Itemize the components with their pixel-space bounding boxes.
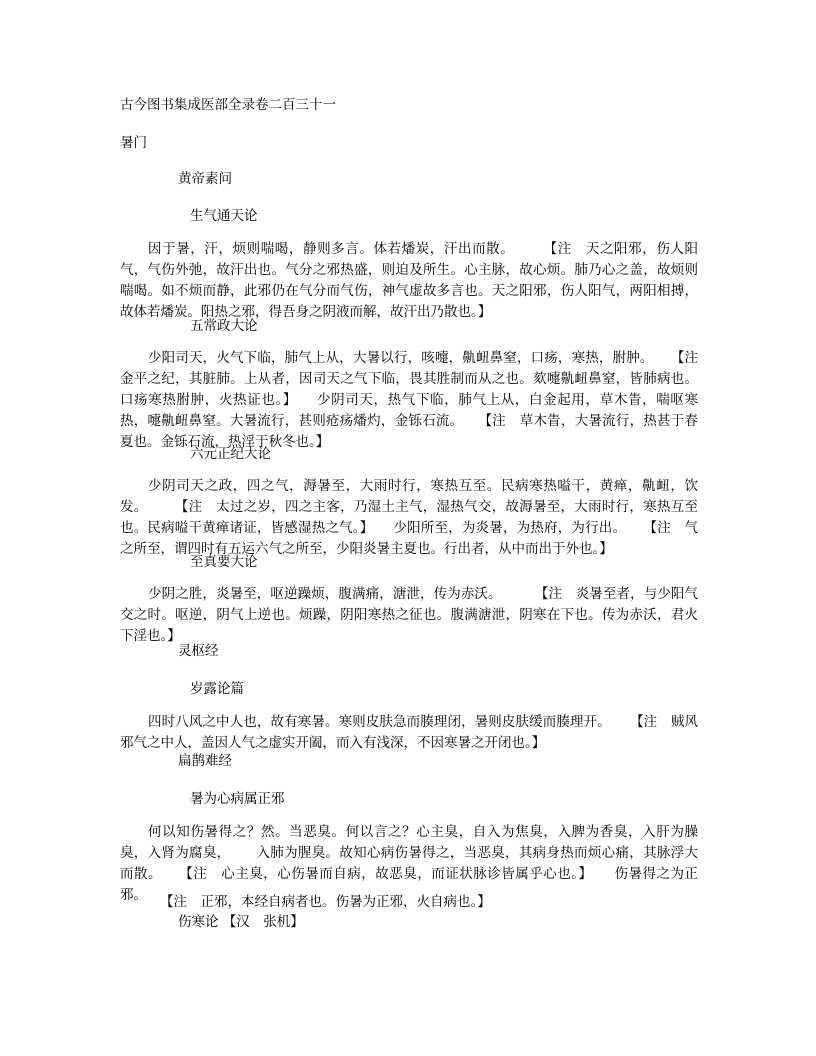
annotation-3b: 【注 气之所至，谓四时有五运六气之所至，少阳炎暑主夏也。行出者，从中而出于外也。】: [120, 520, 699, 557]
book-heading-suwen: 黄帝素问: [178, 171, 232, 187]
paragraph-1: 因于暑，汗，烦则喘喝，静则多言。体若燔炭，汗出而散。 【注 天之阳邪，伤人阳气，气伤外弛，故汗出也。气分之邪热盛，则迫及所生。心主脉，故心烦。肺乃心之盖，故烦则喘喝。如不烦而静，此邪仍在气分而气伤，神气虚故多言也。天之阳邪，伤人阳气，两阳相搏，故体若燔炭。阳热之邪，得吾身之阴液而解，故汗出乃散也。】: [120, 241, 699, 320]
annotation-4: 【注 炎暑至者，与少阳气交之时。呕逆，阴气上逆也。烦躁，阴阳寒热之征也。腹满溏泄，阴寒在下也。传为赤沃，君火下淫也。】: [120, 586, 699, 644]
chapter-heading-shuweixin: 暑为心病属正邪: [190, 791, 285, 807]
paragraph-3: 少阴司天之政，四之气，溽暑至，大雨时行，寒热互至。民病寒热嗌干，黄瘅，鼽衄，饮发。 【注 太过之岁，四之主客，乃湿土主气，湿热气交，故溽暑至，大雨时行，寒热互至也。民病嗌干黄瘅诸证，皆感湿热之气。】 少阳所至，为炎暑，为热府，为行出。 【注 气之所至，谓四时有五运六气之所至，少阳炎暑主夏也。行出者，从中而出于外也。】: [120, 478, 699, 557]
chapter-heading-wuchang: 五常政大论: [190, 318, 258, 334]
paragraph-5: 四时八风之中人也，故有寒暑。寒则皮肤急而腠理闭，暑则皮肤缓而腠理开。 【注 贼风邪气之中人，盖因人气之虚实开阖，而入有浅深，不因寒暑之开闭也。】: [120, 714, 699, 751]
section-heading: 暑门: [120, 135, 147, 151]
annotation-2a: 【注 金平之纪，其脏肺。上从者，因司天之气下临，畏其胜制而从之也。欬嚏鼽衄鼻窒，皆肺病也。口疡寒热胕肿，火热证也。】: [120, 350, 712, 408]
book-heading-lingshu: 灵枢经: [178, 643, 219, 659]
book-heading-shanghan: 伤寒论 【汉 张机】: [178, 914, 304, 930]
paragraph-4: 少阴之胜，炎暑至，呕逆躁烦，腹满痛，溏泄，传为赤沃。 【注 炎暑至者，与少阳气交之时。呕逆，阴气上逆也。烦躁，阴阳寒热之征也。腹满溏泄，阴寒在下也。传为赤沃，君火下淫也。】: [120, 586, 699, 644]
annotation-3a: 【注 太过之岁，四之主客，乃湿土主气，湿热气交，故溽暑至，大雨时行，寒热互至也。民病嗌干黄瘅诸证，皆感湿热之气。】: [120, 499, 699, 536]
annotation-2b: 【注 草木眚，大暑流行，热甚于春夏也。金铄石流，热淫于秋冬也。】: [120, 413, 698, 450]
paragraph-2: 少阳司天，火气下临，肺气上从，大暑以行，咳嚏，鼽衄鼻窒，口疡，寒热，胕肿。 【注 金平之纪，其脏肺。上从者，因司天之气下临，畏其胜制而从之也。欬嚏鼽衄鼻窒，皆肺病也。口疡寒热胕肿，火热证也。】 少阴司天，热气下临，肺气上从，白金起用，草木眚，喘呕寒热，嚏鼽衄鼻窒。大暑流行，甚则疮疡燔灼，金铄石流。 【注 草木眚，大暑流行，热甚于春夏也。金铄石流，热淫于秋冬也。】: [120, 350, 712, 450]
chapter-heading-shengqi: 生气通天论: [190, 208, 258, 224]
paragraph-6: 何以知伤暑得之？然。当恶臭。何以言之？心主臭，自入为焦臭，入脾为香臭，入肝为臊臭，入肾为腐臭， 入肺为腥臭。故知心病伤暑得之，当恶臭，其病身热而烦心痛，其脉浮大而散。 【注 心主臭，心伤暑而自病，故恶臭，而证状脉诊皆属乎心也。】 伤暑得之为正邪。: [120, 824, 699, 903]
chapter-heading-liuyuan: 六元正纪大论: [190, 446, 271, 462]
chapter-heading-suilu: 岁露论篇: [190, 681, 244, 697]
page-title: 古今图书集成医部全录卷二百三十一: [120, 97, 336, 113]
annotation-1: 【注 天之阳邪，伤人阳气，气伤外弛，故汗出也。气分之邪热盛，则迫及所生。心主脉，故心烦。肺乃心之盖，故烦则喘喝。如不烦而静，此邪仍在气分而气伤，神气虚故多言也。天之阳邪，伤人阳气，两阳相搏，故体若燔炭。阳热之邪，得吾身之阴液而解，故汗出乃散也。】: [120, 241, 699, 320]
annotation-6a: 【注 心主臭，心伤暑而自病，故恶臭，而证状脉诊皆属乎心也。】: [186, 866, 593, 882]
chapter-heading-zhizhen: 至真要大论: [190, 554, 258, 570]
book-heading-nanjing: 扁鹊难经: [178, 753, 232, 769]
annotation-6b: 【注 正邪，本经自病者也。伤暑为正邪，火自病也。】: [160, 894, 491, 910]
annotation-5: 【注 贼风邪气之中人，盖因人气之虚实开阖，而入有浅深，不因寒暑之开闭也。】: [120, 714, 699, 751]
